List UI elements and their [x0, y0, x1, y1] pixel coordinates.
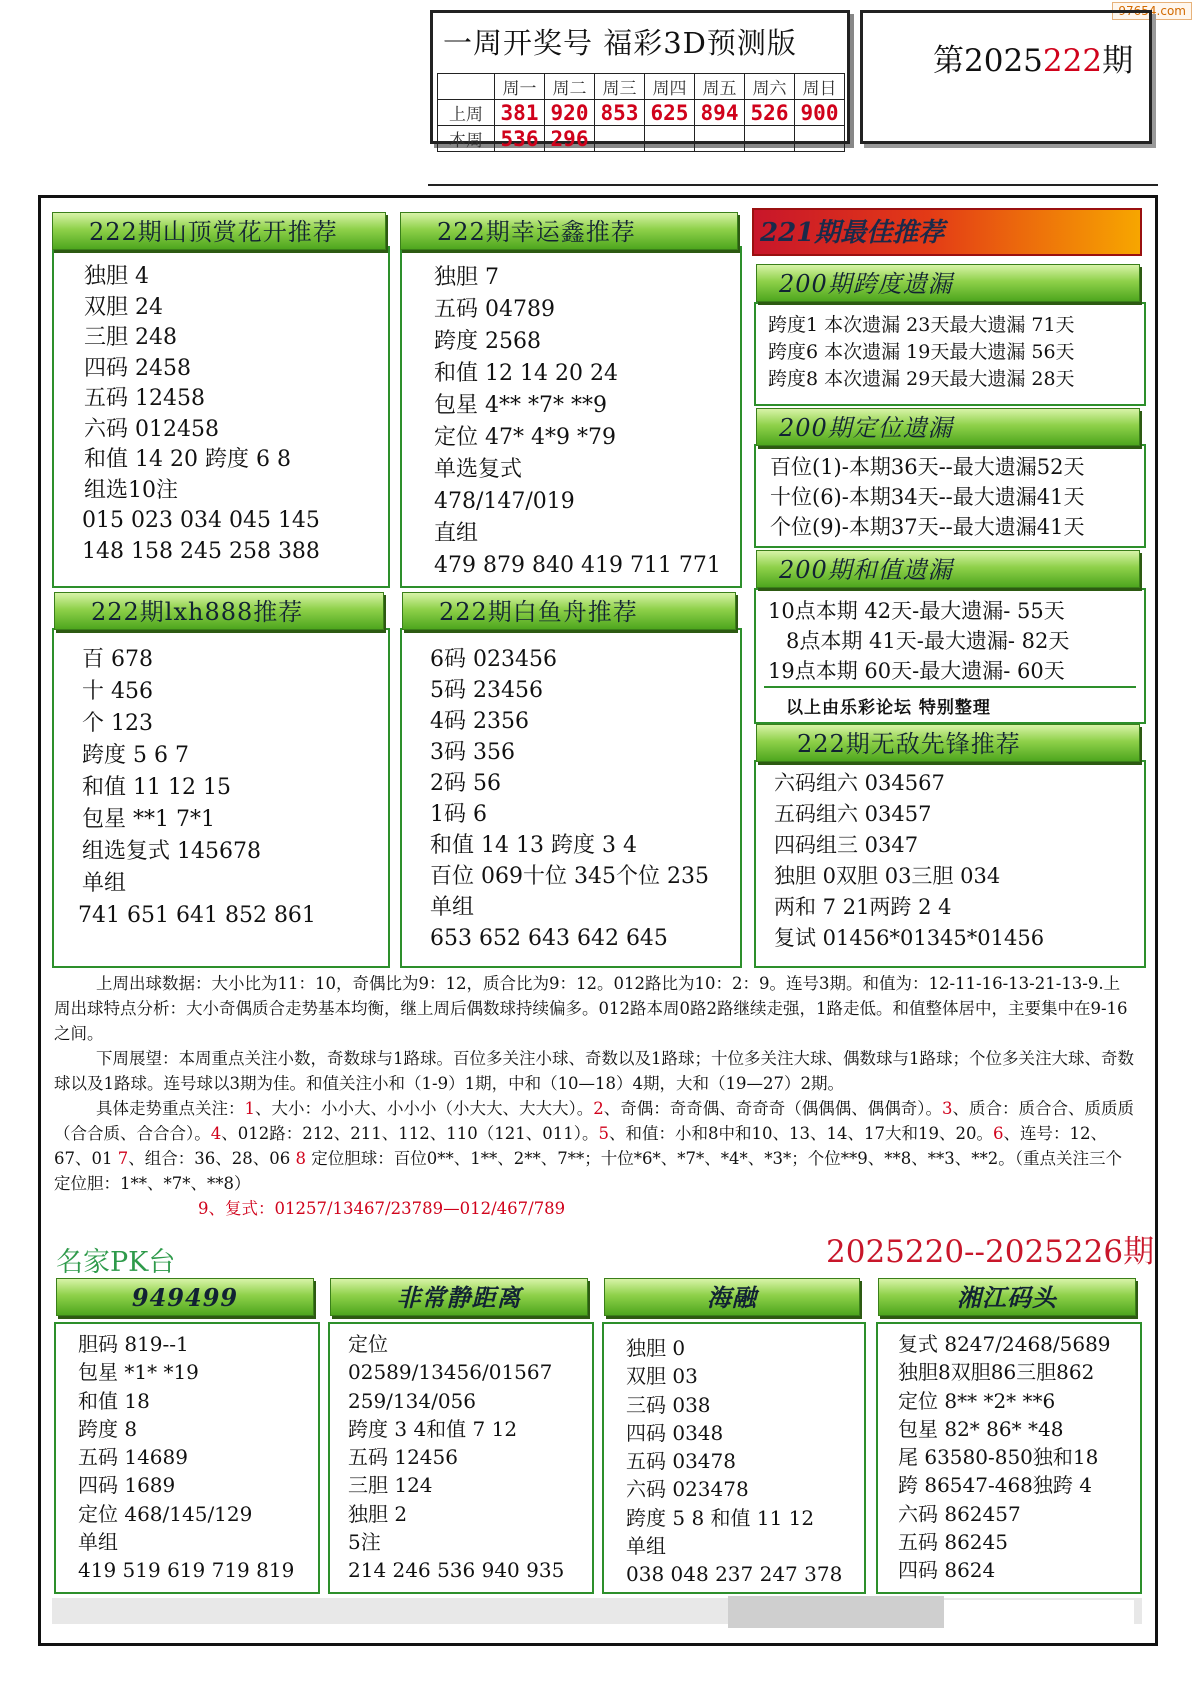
panel-hezhi-yilou [754, 588, 1146, 724]
analysis-paragraph: 具体走势重点关注：1、大小：小小大、小小小（小大大、大大大）。2、奇偶：奇奇偶、奇奇奇（偶偶偶、偶偶奇）。3、质合：质合合、质质质（合合质、合合合）。4、012路：212、211、112、110（121、011）。5、和值：小和8中和10、13、14、17大和19、20。6、连号：12、67、01 7、组合：36、28、06 8 定位胆球：百位0**、1**、2**、7**；十位*6*、*7*、*4*、*3*；个位**9、**8、**3、**2。（重点关注三个定位胆：1**、*7*、**8） [54, 1099, 1134, 1193]
draw-number: 894 [695, 100, 745, 126]
list-item: 741 651 641 852 861 [78, 903, 316, 928]
list-item: 四码组三 0347 [774, 833, 919, 857]
list-item: 包星 82* 86* *48 [898, 1416, 1064, 1441]
pk-panel [602, 1322, 866, 1594]
panel-title: 222期无敌先锋推荐 [756, 724, 1140, 762]
list-item: 五码 86245 [898, 1530, 1008, 1555]
panel-xingyunxin [400, 246, 742, 588]
list-item: 十位(6)-本期34天--最大遗漏41天 [770, 485, 1085, 509]
list-item: 十 456 [82, 679, 153, 704]
list-item: 包星 *1* *19 [78, 1360, 199, 1385]
weekly-draw-box [430, 10, 850, 151]
list-item: 直组 [434, 521, 479, 546]
list-item: 单组 [626, 1534, 666, 1559]
draw-number: 381 [495, 100, 545, 126]
day-header: 周一 [495, 74, 545, 100]
list-item: 包星 **1 7*1 [82, 807, 215, 832]
draw-number [645, 126, 695, 152]
period-label: 第2025222期 [933, 43, 1134, 79]
list-item: 和值 12 14 20 24 [434, 361, 618, 386]
draw-number [695, 126, 745, 152]
pk-title: 海融 [604, 1278, 860, 1316]
panel-lxh888 [52, 628, 390, 968]
row-label: 本周 [438, 126, 495, 152]
list-item: 五码 12456 [348, 1445, 458, 1470]
list-item: 组选复式 145678 [82, 839, 261, 864]
day-header: 周三 [595, 74, 645, 100]
list-item: 独胆8双胆86三胆862 [898, 1360, 1095, 1385]
draw-number: 526 [745, 100, 795, 126]
list-item: 独胆 7 [434, 265, 499, 290]
panel-lines [770, 452, 1084, 542]
panel-title: 200期定位遗漏 [756, 408, 1140, 446]
list-item: 五码 14689 [78, 1445, 188, 1470]
list-item: 三码 038 [626, 1392, 711, 1417]
period-box [860, 10, 1152, 144]
draw-number: 296 [545, 126, 595, 152]
list-item: 和值 11 12 15 [82, 775, 231, 800]
panel-baiyuzhou [400, 628, 742, 968]
list-item: 五码 03478 [626, 1449, 736, 1474]
pk-panel [328, 1322, 594, 1594]
list-item: 478/147/019 [434, 489, 575, 514]
list-item: 双胆 03 [626, 1364, 698, 1389]
list-item: 148 158 245 258 388 [82, 538, 320, 564]
list-item: 10点本期 42天-最大遗漏- 55天 [768, 599, 1065, 623]
list-item: 三胆 248 [84, 325, 177, 350]
panel-lines [78, 644, 316, 932]
list-item: 02589/13456/01567 [348, 1360, 553, 1385]
panel-wudi [754, 760, 1146, 968]
list-item: 跨度1 本次遗漏 23天最大遗漏 71天 [768, 314, 1075, 336]
draw-number [795, 126, 845, 152]
list-item: 复试 01456*01345*01456 [774, 926, 1045, 950]
footer-bar [728, 1596, 944, 1628]
pk-title: 949499 [56, 1278, 314, 1316]
list-item: 四码 8624 [898, 1558, 996, 1583]
draw-number: 920 [545, 100, 595, 126]
list-item: 百位 069十位 345个位 235 [430, 864, 709, 889]
list-item: 和值 14 20 跨度 6 8 [84, 447, 291, 472]
list-item: 跨度 3 4和值 7 12 [348, 1416, 518, 1441]
list-item: 定位 8** *2* **6 [898, 1388, 1056, 1413]
day-header: 周二 [545, 74, 595, 100]
list-item: 定位 47* 4*9 *79 [434, 425, 616, 450]
list-item: 单组 [430, 895, 475, 920]
row-label: 上周 [438, 100, 495, 126]
list-item: 跨度6 本次遗漏 19天最大遗漏 56天 [768, 341, 1075, 363]
list-item: 包星 4** *7* **9 [434, 393, 607, 418]
list-item: 跨度 5 8 和值 11 12 [626, 1505, 815, 1530]
list-item: 8点本期 41天-最大遗漏- 82天 [786, 629, 1070, 653]
panel-title: 222期山顶赏花开推荐 [52, 212, 386, 250]
panel-lines [84, 262, 320, 567]
list-item: 五码 12458 [84, 386, 205, 411]
panel-title: 222期白鱼舟推荐 [402, 592, 736, 630]
list-item: 单选复式 [434, 457, 523, 482]
list-item: 独胆 0 [626, 1336, 686, 1360]
panel-lines [430, 644, 709, 954]
panel-title: 222期lxh888推荐 [54, 592, 384, 630]
panel-lines [434, 262, 721, 582]
list-item: 六码 862457 [898, 1501, 1021, 1526]
best-recommend-header: 221期最佳推荐 [752, 208, 1142, 256]
list-item: 跨度8 本次遗漏 29天最大遗漏 28天 [768, 368, 1075, 390]
list-item: 五码组六 03457 [774, 802, 932, 826]
list-item: 653 652 643 642 645 [430, 926, 668, 951]
list-item: 跨度 5 6 7 [82, 743, 189, 768]
panel-lines [78, 1330, 294, 1585]
list-item: 独胆 2 [348, 1501, 408, 1526]
analysis-paragraph: 上周出球数据：大小比为11：10，奇偶比为9：12，质合比为9：12。012路比为10：2：9。连号3期。和值为：12-11-16-13-21-13-9.上周出球特点分析：大小奇偶质合走势基本均衡，继上周后偶数球持续偏多。012路本周0路2路继续走强，1路走低。和值整体居中，主要集中在9-16之间。 [54, 974, 1128, 1043]
list-item: 胆码 819--1 [78, 1332, 189, 1356]
day-header: 周五 [695, 74, 745, 100]
list-item: 2码 56 [430, 771, 501, 796]
day-header: 周六 [745, 74, 795, 100]
panel-lines [768, 312, 1075, 393]
panel-shanding [52, 246, 390, 588]
panel-kuadu-yilou [754, 302, 1146, 406]
pk-panel [54, 1322, 320, 1594]
panel-title: 200期跨度遗漏 [756, 264, 1140, 302]
list-item: 双胆 24 [84, 294, 163, 320]
footer-bar [944, 1600, 1134, 1624]
list-item: 单组 [82, 871, 127, 896]
draw-number: 625 [645, 100, 695, 126]
panel-lines [768, 596, 1069, 686]
list-item: 个位(9)-本期37天--最大遗漏41天 [770, 515, 1085, 539]
list-item: 6码 023456 [430, 647, 557, 672]
list-item: 259/134/056 [348, 1388, 476, 1413]
pk-title: 湘江码头 [878, 1278, 1136, 1316]
list-item: 独胆 4 [84, 264, 149, 289]
list-item: 419 519 619 719 819 [78, 1558, 295, 1583]
panel-lines [898, 1330, 1111, 1585]
list-item: 19点本期 60天-最大遗漏- 60天 [768, 659, 1065, 683]
list-item: 214 246 536 940 935 [348, 1558, 565, 1583]
mingjia-label: 名家PK台 [56, 1247, 176, 1278]
list-item: 复式 8247/2468/5689 [898, 1332, 1111, 1356]
panel-lines [774, 768, 1044, 954]
panel-lines [348, 1330, 564, 1585]
list-item: 百位(1)-本期36天--最大遗漏52天 [770, 455, 1085, 479]
divider [428, 184, 1158, 186]
panel-title: 200期和值遗漏 [756, 550, 1140, 588]
list-item: 跨度 2568 [434, 329, 541, 354]
list-item: 六码组六 034567 [774, 771, 945, 795]
list-item: 479 879 840 419 711 771 [434, 553, 721, 578]
table-row [438, 100, 845, 126]
list-item: 四码 0348 [626, 1420, 724, 1445]
list-item: 015 023 034 045 145 [82, 508, 320, 533]
list-item: 两和 7 21两跨 2 4 [774, 895, 952, 919]
period-number: 222 [1042, 43, 1103, 79]
list-item: 四码 1689 [78, 1473, 176, 1498]
list-item: 3码 356 [430, 740, 515, 765]
draw-number: 900 [795, 100, 845, 126]
list-item: 五码 04789 [434, 297, 555, 322]
list-item: 四码 2458 [84, 355, 191, 381]
divider [764, 686, 1136, 688]
list-item: 5码 23456 [430, 678, 543, 703]
pk-title: 非常静距离 [330, 1278, 588, 1316]
list-item: 尾 63580-850独和18 [898, 1445, 1099, 1470]
list-item: 4码 2356 [430, 709, 529, 734]
draw-number: 536 [495, 126, 545, 152]
panel-title: 222期幸运鑫推荐 [400, 212, 738, 250]
list-item: 跨度 8 [78, 1416, 138, 1441]
list-item: 定位 468/145/129 [78, 1501, 253, 1526]
list-item: 个 123 [82, 711, 153, 736]
analysis-text [54, 971, 1134, 1221]
panel-dingwei-yilou [754, 444, 1146, 548]
period-range: 2025220--2025226期 [826, 1234, 1155, 1270]
table-row [438, 74, 845, 100]
draw-number: 853 [595, 100, 645, 126]
draw-number [745, 126, 795, 152]
list-item: 六码 023478 [626, 1477, 749, 1502]
analysis-paragraph: 9、复式：01257/13467/23789—012/467/789 [198, 1199, 566, 1218]
day-header: 周日 [795, 74, 845, 100]
list-item: 和值 18 [78, 1388, 150, 1413]
list-item: 038 048 237 247 378 [626, 1562, 843, 1587]
list-item: 跨 86547-468独跨 4 [898, 1473, 1092, 1498]
list-item: 定位 [348, 1332, 388, 1356]
watermark: 97654.com [1112, 2, 1192, 20]
list-item: 1码 6 [430, 802, 487, 827]
list-item: 和值 14 13 跨度 3 4 [430, 833, 637, 858]
table-row [438, 126, 845, 152]
panel-lines [626, 1334, 842, 1589]
list-item: 5注 [348, 1530, 381, 1555]
list-item: 独胆 0双胆 03三胆 034 [774, 864, 1001, 888]
weekly-draw-table [437, 73, 845, 152]
day-header: 周四 [645, 74, 695, 100]
list-item: 六码 012458 [84, 416, 219, 442]
list-item: 单组 [78, 1530, 118, 1555]
draw-number [595, 126, 645, 152]
list-item: 组选10注 [84, 477, 178, 503]
list-item: 三胆 124 [348, 1473, 433, 1498]
analysis-paragraph: 下周展望：本周重点关注小数，奇数球与1路球。百位多关注小球、奇数以及1路球；十位多关注大球、偶数球与1路球；个位多关注大球、奇数球以及1路球。连号球以3期为佳。和值关注小和（1-9）1期，中和（10—18）4期，大和（19—27）2期。 [54, 1049, 1134, 1093]
page-title: 一周开奖号 福彩3D预测版 [443, 26, 797, 60]
pk-panel [876, 1322, 1142, 1594]
list-item: 百 678 [82, 647, 153, 672]
credit-note: 以上由乐彩论坛 特别整理 [786, 698, 991, 718]
